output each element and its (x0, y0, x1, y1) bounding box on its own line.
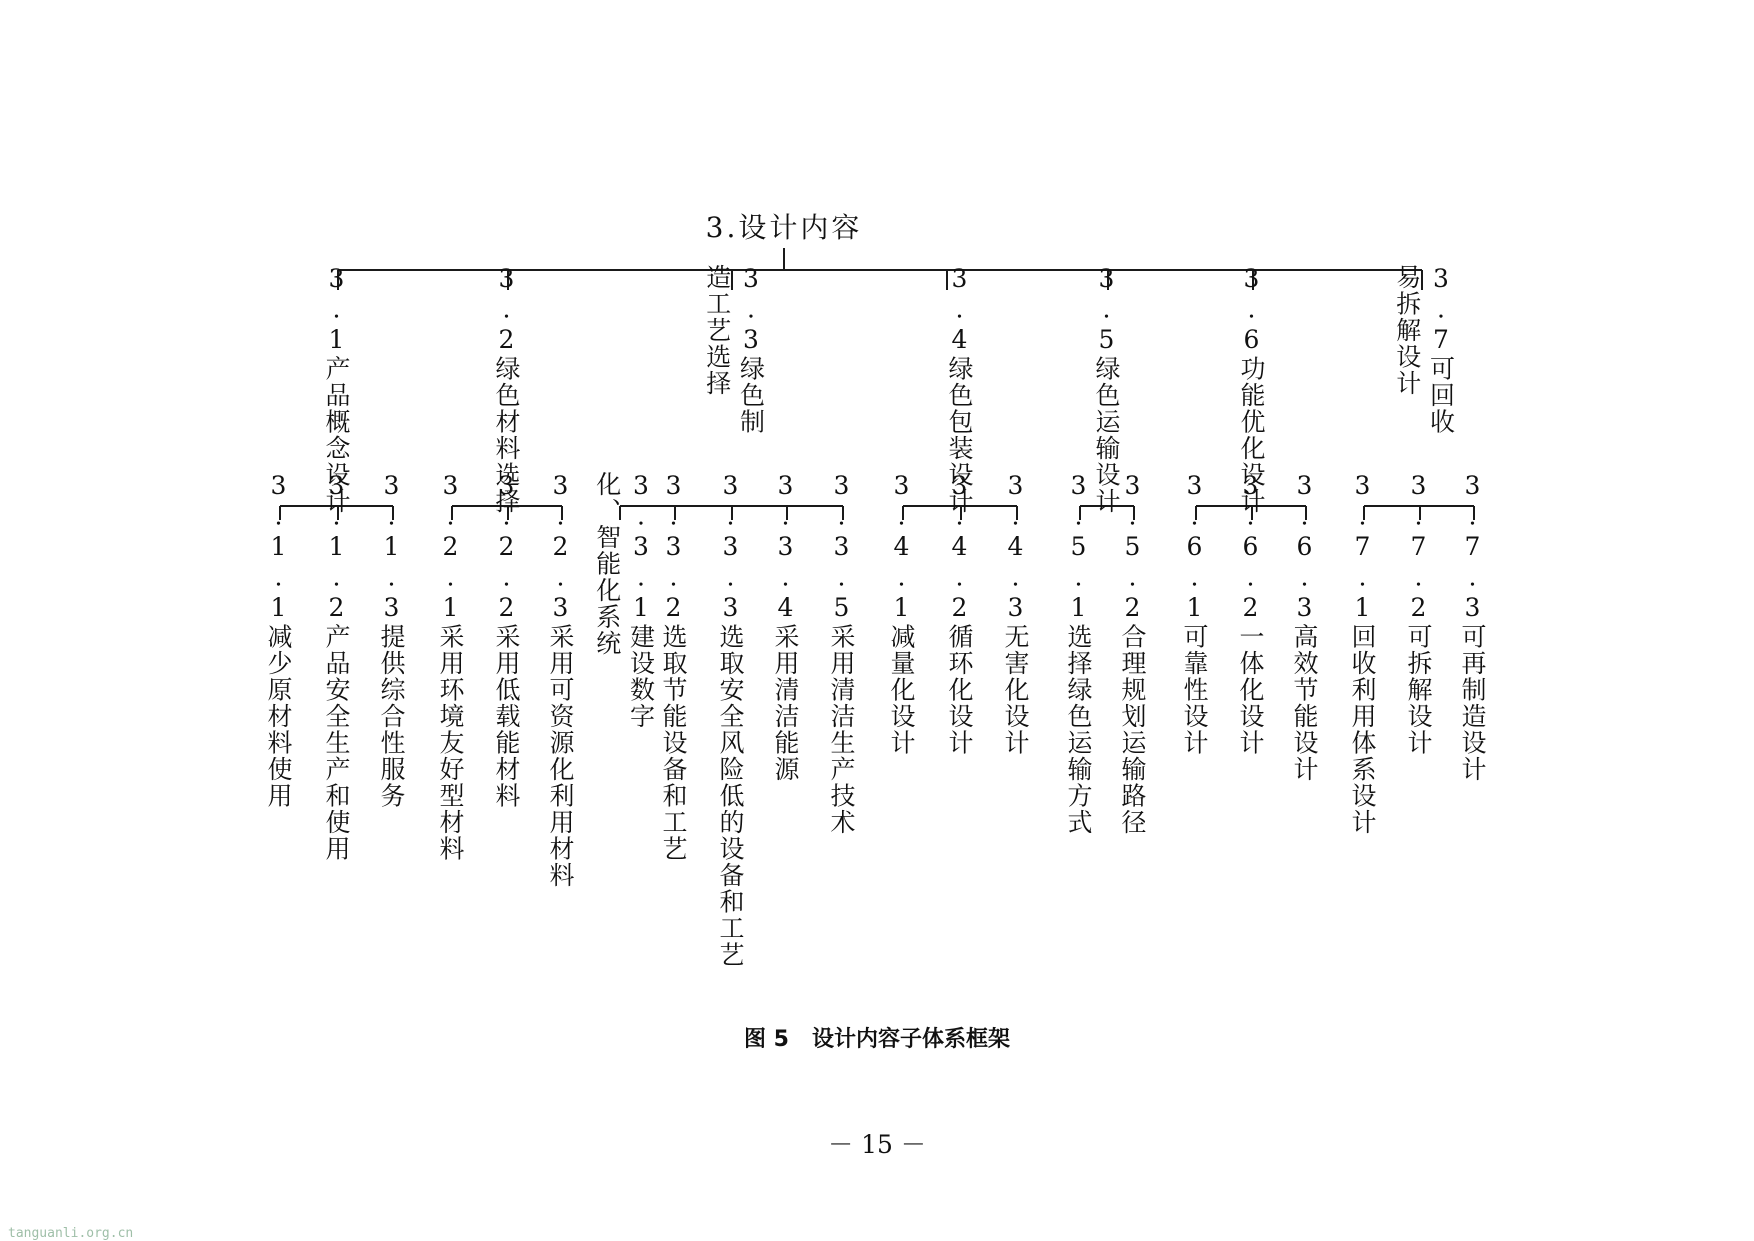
watermark-text: tanguanli.org.cn (8, 1226, 134, 1241)
item-3-1-3-label: 3.1.3提供综合性服务 (377, 471, 406, 809)
figure-caption: 图 5 设计内容子体系框架 (744, 1027, 1010, 1052)
root-node-label: 3.设计内容 (705, 211, 863, 244)
category-3-5-label: 3.5绿色运输设计 (1092, 264, 1121, 515)
item-3-1-2-label: 3.1.2产品安全生产和使用 (322, 471, 351, 862)
item-3-5-2-label: 3.5.2合理规划运输路径 (1118, 471, 1147, 836)
item-3-3-4-label: 3.3.4采用清洁能源 (771, 471, 800, 783)
category-3-2-label: 3.2绿色材料选择 (492, 264, 521, 515)
item-3-3-1-label: 3.3.1建设数字化、智能化系统 (592, 471, 656, 730)
item-3-3-3-label: 3.3.3选取安全风险低的设备和工艺 (716, 471, 745, 968)
item-3-7-2-label: 3.7.2可拆解设计 (1404, 471, 1433, 756)
item-3-6-3-label: 3.6.3高效节能设计 (1290, 471, 1319, 783)
item-3-7-3-label: 3.7.3可再制造设计 (1458, 471, 1487, 783)
item-3-1-1-label: 3.1.1减少原材料使用 (264, 471, 293, 809)
item-3-7-1-label: 3.7.1回收利用体系设计 (1348, 471, 1377, 836)
category-3-3-label: 3.3绿色制造工艺选择 (702, 264, 766, 435)
category-3-7-label: 3.7可回收易拆解设计 (1392, 264, 1456, 435)
item-3-4-1-label: 3.4.1减量化设计 (887, 471, 916, 756)
page-number: － 15 － (828, 1130, 926, 1159)
item-3-3-2-label: 3.3.2选取节能设备和工艺 (659, 471, 688, 862)
item-3-4-3-label: 3.4.3无害化设计 (1001, 471, 1030, 756)
category-3-4-label: 3.4绿色包装设计 (945, 264, 974, 515)
item-3-3-5-label: 3.3.5采用清洁生产技术 (827, 471, 856, 836)
item-3-2-1-label: 3.2.1采用环境友好型材料 (436, 471, 465, 862)
item-3-5-1-label: 3.5.1选择绿色运输方式 (1064, 471, 1093, 836)
item-3-2-3-label: 3.2.3采用可资源化利用材料 (546, 471, 575, 889)
item-3-2-2-label: 3.2.2采用低载能材料 (492, 471, 521, 809)
item-3-4-2-label: 3.4.2循环化设计 (945, 471, 974, 756)
item-3-6-1-label: 3.6.1可靠性设计 (1180, 471, 1209, 756)
category-3-6-label: 3.6功能优化设计 (1237, 264, 1266, 515)
category-3-1-label: 3.1产品概念设计 (322, 264, 351, 515)
item-3-6-2-label: 3.6.2一体化设计 (1236, 471, 1265, 756)
